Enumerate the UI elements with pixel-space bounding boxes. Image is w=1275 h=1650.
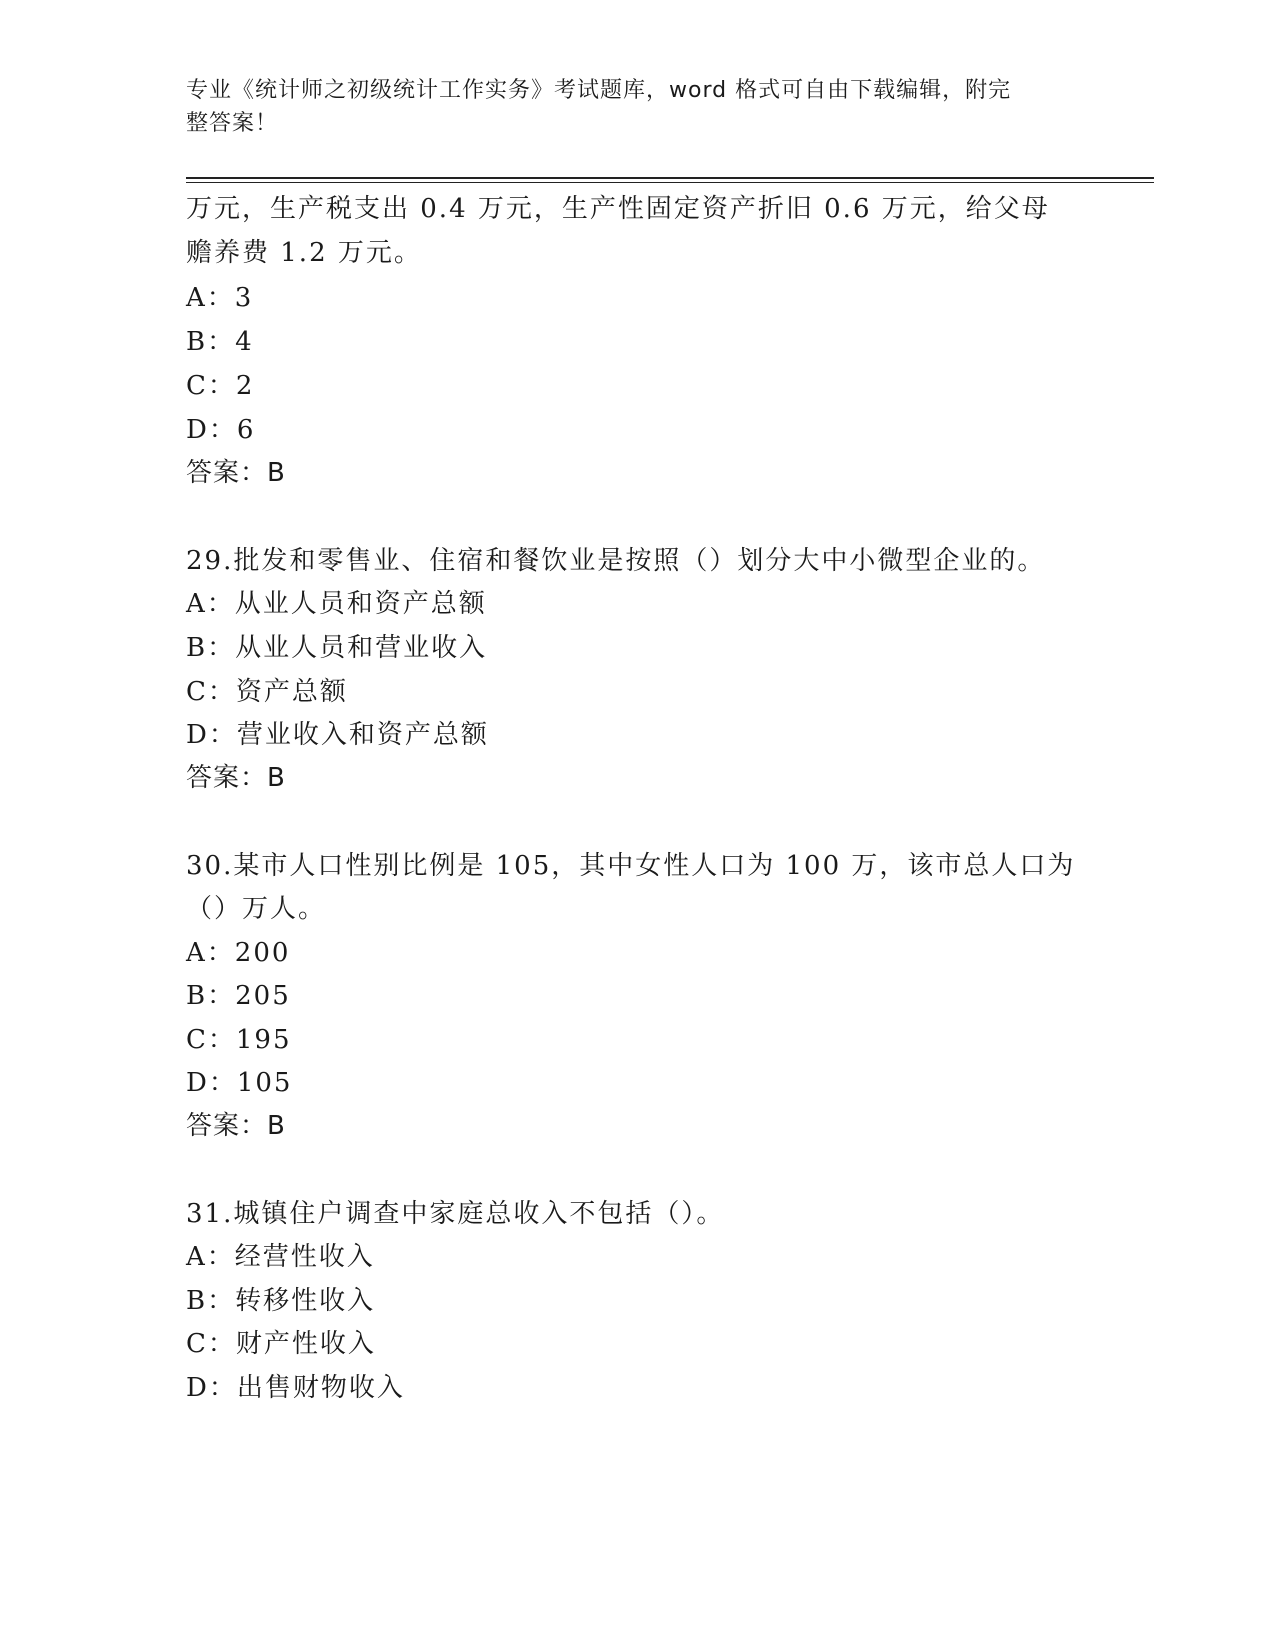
q29-option-d: D：营业收入和资产总额 [186,720,489,750]
header-divider-thick [186,177,1154,179]
q28-option-c: C：2 [186,371,255,401]
q28-option-a: A：3 [186,283,254,313]
q28-answer: 答案：B [186,458,286,488]
q31-option-b: B：转移性收入 [186,1286,376,1316]
header-line-2: 整答案！ [186,111,279,136]
q29-option-b: B：从业人员和营业收入 [186,633,488,663]
q30-option-a: A：200 [186,938,291,968]
document-header [186,74,1066,140]
q28-text-line-2: 赡养费 1.2 万元。 [186,238,422,268]
q31-option-c: C：财产性收入 [186,1329,376,1359]
q28-option-d: D：6 [186,415,256,445]
q31-stem: 31.城镇住户调查中家庭总收入不包括（）。 [186,1199,725,1229]
q30-answer: 答案：B [186,1111,286,1141]
header-divider-thin [186,182,1154,183]
q28-option-b: B：4 [186,327,254,357]
q30-stem-line-1: 30.某市人口性别比例是 105，其中女性人口为 100 万，该市总人口为 [186,851,1076,881]
q29-option-a: A：从业人员和资产总额 [186,589,487,619]
q31-option-a: A：经营性收入 [186,1242,375,1272]
q29-option-c: C：资产总额 [186,677,348,707]
q29-answer: 答案：B [186,763,286,793]
q28-text-line-1: 万元，生产税支出 0.4 万元，生产性固定资产折旧 0.6 万元，给父母 [186,194,1050,224]
header-line-1: 专业《统计师之初级统计工作实务》考试题库，word 格式可自由下载编辑，附完 [186,78,1012,103]
q29-stem: 29.批发和零售业、住宿和餐饮业是按照（）划分大中小微型企业的。 [186,546,1046,576]
q30-option-b: B：205 [186,981,291,1011]
q30-stem-line-2: （）万人。 [186,894,327,924]
q30-option-c: C：195 [186,1025,292,1055]
q30-option-d: D：105 [186,1068,293,1098]
q31-option-d: D：出售财物收入 [186,1373,405,1403]
